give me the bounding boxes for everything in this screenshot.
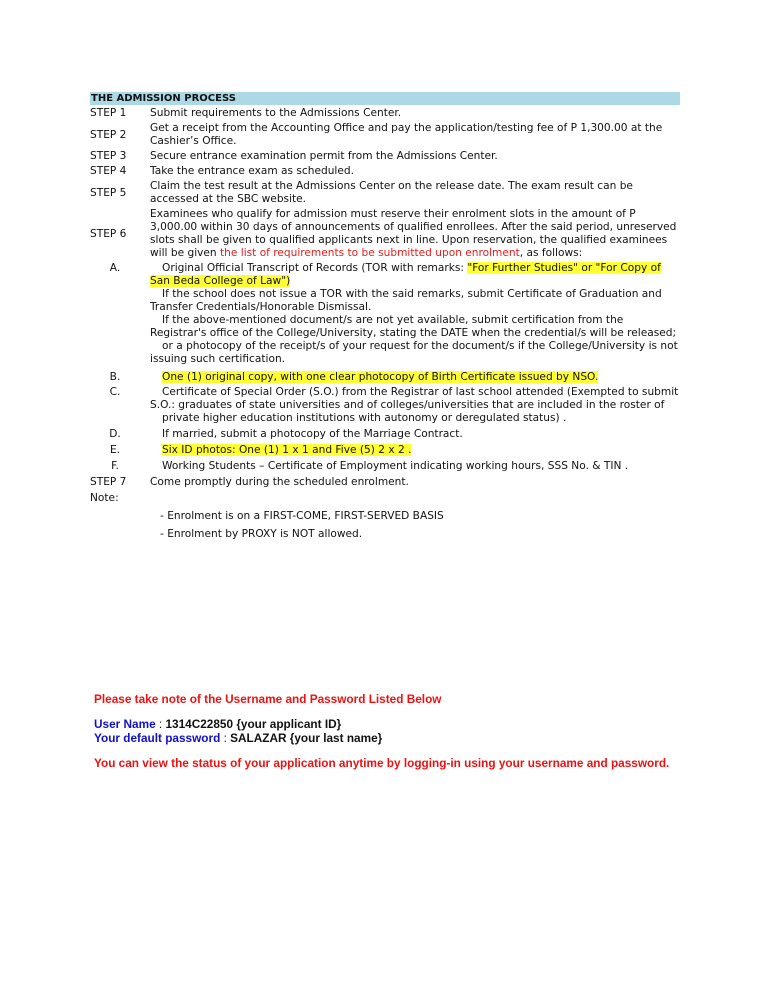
password-separator: : (220, 731, 231, 745)
document-title: THE ADMISSION PROCESS (90, 92, 680, 105)
step-text: Take the entrance exam as scheduled. (150, 165, 354, 177)
receipt-alternative: or a photocopy of the receipt/s of your request for the document/s if the College/University is not issuing such certification. (150, 340, 678, 365)
step-text: Get a receipt from the Accounting Office and pay the application/testing fee of P 1,300.00 at the Cashier’s Office. (150, 122, 663, 147)
step-text: Come promptly during the scheduled enrolment. (150, 476, 409, 488)
note-item: - Enrolment is on a FIRST-COME, FIRST-SERVED BASIS (160, 510, 444, 522)
note-label: Note: (90, 492, 119, 504)
requirement-f (90, 460, 680, 473)
requirement-label: B. (109, 371, 121, 383)
requirements-list-phrase: the list of requirements to be submitted upon enrolment (220, 247, 520, 259)
requirement-c (90, 386, 680, 425)
step-6-text-before: Examinees who qualify for admission must reserve their enrolment slots in the amount of P 3,000.00 within 30 days of announcements of qualified enrollees. After the said period, unreserved slots shall be given to qualified applicants next in line. Upon reservation, the qualified examinees will be given (150, 208, 677, 259)
step-row (90, 122, 680, 148)
step-row (90, 150, 680, 163)
step-text: Claim the test result at the Admissions Center on the release date. The exam result can be accessed at the SBC website. (150, 180, 633, 205)
tor-remarks-highlight: "For Further Studies" or "For Copy of San Beda College of Law") (150, 262, 661, 287)
step-7-row (90, 476, 680, 489)
requirement-label: D. (109, 428, 121, 440)
requirement-label: F. (111, 460, 119, 472)
requirement-label: C. (109, 386, 121, 398)
id-photos-highlight: Six ID photos: One (1) 1 x 1 and Five (5) 2 x 2 . (162, 444, 412, 456)
step-row (90, 180, 680, 206)
step-6-text-after: , as follows: (519, 247, 583, 259)
tor-text: Original Official Transcript of Records (TOR with remarks: (162, 262, 468, 274)
certification-alternative: If the above-mentioned document/s are not yet available, submit certification from the Registrar's office of the College/University, stating the DATE when the credential/s will be released; (150, 314, 677, 339)
marriage-contract-text: If married, submit a photocopy of the Marriage Contract. (162, 428, 463, 440)
employment-certificate-text: Working Students – Certificate of Employment indicating working hours, SSS No. & TIN . (162, 460, 629, 472)
step-row (90, 107, 680, 120)
requirement-label: A. (109, 262, 121, 274)
note-item: - Enrolment by PROXY is NOT allowed. (160, 528, 363, 540)
requirement-d (90, 428, 680, 441)
password-label: Your default password (94, 731, 221, 745)
step-text: Submit requirements to the Admissions Center. (150, 107, 402, 119)
note-row (90, 492, 680, 505)
step-6-row (90, 208, 680, 260)
step-row (90, 165, 680, 178)
requirement-label: E. (109, 444, 121, 456)
step-label: STEP 7 (90, 476, 127, 488)
step-label: STEP 6 (90, 227, 127, 240)
step-label: STEP 5 (90, 186, 127, 199)
step-text (150, 208, 680, 260)
password-line (94, 731, 694, 745)
tor-alternative: If the school does not issue a TOR with the said remarks, submit Certificate of Graduation and Transfer Credentials/Honorable Dismissal. (150, 288, 662, 313)
special-order-continuation: private higher education institutions with autonomy or deregulated status) . (162, 412, 567, 424)
birth-certificate-highlight: One (1) original copy, with one clear photocopy of Birth Certificate issued by NSO. (162, 371, 599, 383)
username-separator: : (155, 717, 166, 731)
requirement-a (90, 262, 680, 366)
requirement-b (90, 371, 680, 384)
username-line (94, 717, 694, 731)
special-order-text: Certificate of Special Order (S.O.) from the Registrar of last school attended (Exempted to submit S.O.: graduates of state universities and of colleges/universities that are included in the roster of (150, 386, 679, 411)
step-text: Secure entrance examination permit from the Admissions Center. (150, 150, 498, 162)
requirement-a-lead (150, 262, 680, 288)
step-label: STEP 4 (90, 165, 127, 177)
step-label: STEP 3 (90, 150, 127, 162)
step-label: STEP 2 (90, 128, 127, 141)
step-label: STEP 1 (90, 107, 127, 119)
username-value: 1314C22850 {your applicant ID} (165, 717, 342, 731)
login-credentials-block (94, 692, 694, 770)
username-label: User Name (94, 717, 156, 731)
credentials-heading: Please take note of the Username and Password Listed Below (94, 692, 442, 706)
admission-document (90, 92, 680, 541)
password-value: SALAZAR {your last name} (230, 731, 383, 745)
requirement-e (90, 444, 680, 457)
status-note: You can view the status of your application anytime by logging-in using your username and password. (94, 756, 670, 770)
